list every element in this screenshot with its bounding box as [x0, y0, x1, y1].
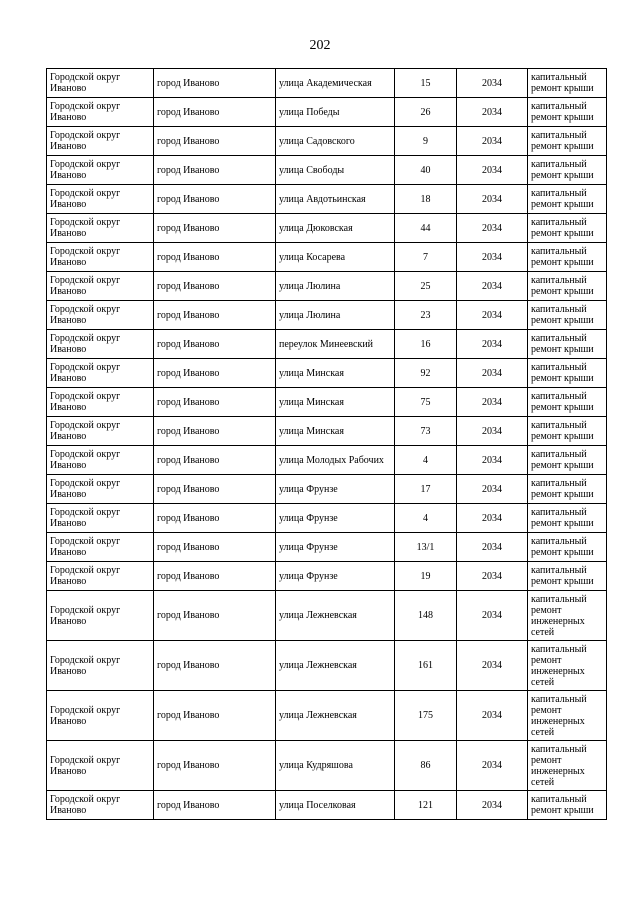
cell-street: улица Минская: [276, 417, 395, 446]
cell-street: улица Фрунзе: [276, 475, 395, 504]
cell-street: улица Минская: [276, 359, 395, 388]
cell-street: улица Косарева: [276, 243, 395, 272]
cell-street: улица Лежневская: [276, 591, 395, 641]
cell-city: город Иваново: [154, 504, 276, 533]
table-row: [47, 127, 607, 156]
cell-year: 2034: [457, 98, 528, 127]
cell-district: Городской округ Иваново: [47, 504, 154, 533]
cell-city: город Иваново: [154, 243, 276, 272]
cell-house-number: 73: [395, 417, 457, 446]
cell-year: 2034: [457, 741, 528, 791]
cell-city: город Иваново: [154, 417, 276, 446]
cell-city: город Иваново: [154, 475, 276, 504]
cell-work-type: капитальный ремонт крыши: [528, 504, 607, 533]
cell-work-type: капитальный ремонт инженерных сетей: [528, 691, 607, 741]
cell-city: город Иваново: [154, 359, 276, 388]
cell-city: город Иваново: [154, 214, 276, 243]
cell-house-number: 75: [395, 388, 457, 417]
table-row: [47, 446, 607, 475]
cell-district: Городской округ Иваново: [47, 446, 154, 475]
cell-house-number: 121: [395, 791, 457, 820]
cell-house-number: 9: [395, 127, 457, 156]
cell-house-number: 4: [395, 504, 457, 533]
cell-work-type: капитальный ремонт крыши: [528, 475, 607, 504]
cell-house-number: 15: [395, 69, 457, 98]
cell-work-type: капитальный ремонт крыши: [528, 301, 607, 330]
cell-street: улица Фрунзе: [276, 562, 395, 591]
cell-district: Городской округ Иваново: [47, 185, 154, 214]
cell-district: Городской округ Иваново: [47, 591, 154, 641]
cell-year: 2034: [457, 533, 528, 562]
cell-work-type: капитальный ремонт крыши: [528, 388, 607, 417]
cell-work-type: капитальный ремонт крыши: [528, 562, 607, 591]
cell-house-number: 23: [395, 301, 457, 330]
cell-work-type: капитальный ремонт крыши: [528, 791, 607, 820]
cell-house-number: 17: [395, 475, 457, 504]
cell-work-type: капитальный ремонт крыши: [528, 127, 607, 156]
cell-district: Городской округ Иваново: [47, 156, 154, 185]
cell-district: Городской округ Иваново: [47, 98, 154, 127]
table-row: [47, 243, 607, 272]
cell-house-number: 7: [395, 243, 457, 272]
cell-work-type: капитальный ремонт крыши: [528, 330, 607, 359]
cell-year: 2034: [457, 562, 528, 591]
cell-street: улица Люлина: [276, 301, 395, 330]
cell-work-type: капитальный ремонт крыши: [528, 417, 607, 446]
page-number: 202: [309, 38, 331, 53]
cell-district: Городской округ Иваново: [47, 741, 154, 791]
cell-district: Городской округ Иваново: [47, 691, 154, 741]
table-row: [47, 330, 607, 359]
cell-street: улица Садовского: [276, 127, 395, 156]
cell-year: 2034: [457, 69, 528, 98]
cell-work-type: капитальный ремонт крыши: [528, 214, 607, 243]
cell-city: город Иваново: [154, 446, 276, 475]
cell-city: город Иваново: [154, 69, 276, 98]
cell-year: 2034: [457, 359, 528, 388]
cell-work-type: капитальный ремонт крыши: [528, 69, 607, 98]
cell-district: Городской округ Иваново: [47, 127, 154, 156]
cell-year: 2034: [457, 301, 528, 330]
cell-city: город Иваново: [154, 641, 276, 691]
table-row: [47, 214, 607, 243]
table-row: [47, 185, 607, 214]
cell-work-type: капитальный ремонт крыши: [528, 359, 607, 388]
cell-street: улица Люлина: [276, 272, 395, 301]
cell-city: город Иваново: [154, 741, 276, 791]
cell-city: город Иваново: [154, 562, 276, 591]
cell-city: город Иваново: [154, 272, 276, 301]
cell-house-number: 25: [395, 272, 457, 301]
table-row: [47, 69, 607, 98]
table-row: [47, 388, 607, 417]
table-body: [47, 69, 607, 820]
cell-city: город Иваново: [154, 533, 276, 562]
table-row: [47, 533, 607, 562]
cell-street: улица Лежневская: [276, 641, 395, 691]
cell-street: улица Авдотьинская: [276, 185, 395, 214]
cell-district: Городской округ Иваново: [47, 359, 154, 388]
cell-district: Городской округ Иваново: [47, 475, 154, 504]
cell-city: город Иваново: [154, 330, 276, 359]
cell-house-number: 4: [395, 446, 457, 475]
cell-street: переулок Минеевский: [276, 330, 395, 359]
table-row: [47, 301, 607, 330]
cell-district: Городской округ Иваново: [47, 243, 154, 272]
cell-year: 2034: [457, 156, 528, 185]
cell-work-type: капитальный ремонт крыши: [528, 185, 607, 214]
cell-street: улица Поселковая: [276, 791, 395, 820]
cell-work-type: капитальный ремонт инженерных сетей: [528, 591, 607, 641]
cell-district: Городской округ Иваново: [47, 533, 154, 562]
cell-city: город Иваново: [154, 156, 276, 185]
cell-house-number: 44: [395, 214, 457, 243]
cell-city: город Иваново: [154, 791, 276, 820]
table-row: [47, 591, 607, 641]
cell-district: Городской округ Иваново: [47, 417, 154, 446]
table-row: [47, 475, 607, 504]
cell-district: Городской округ Иваново: [47, 301, 154, 330]
cell-work-type: капитальный ремонт инженерных сетей: [528, 641, 607, 691]
cell-house-number: 92: [395, 359, 457, 388]
cell-city: город Иваново: [154, 691, 276, 741]
cell-district: Городской округ Иваново: [47, 214, 154, 243]
cell-house-number: 148: [395, 591, 457, 641]
cell-year: 2034: [457, 791, 528, 820]
cell-street: улица Победы: [276, 98, 395, 127]
cell-year: 2034: [457, 591, 528, 641]
cell-street: улица Кудряшова: [276, 741, 395, 791]
cell-city: город Иваново: [154, 388, 276, 417]
table-row: [47, 691, 607, 741]
cell-street: улица Лежневская: [276, 691, 395, 741]
cell-city: город Иваново: [154, 127, 276, 156]
table-row: [47, 359, 607, 388]
cell-street: улица Молодых Рабочих: [276, 446, 395, 475]
cell-street: улица Дюковская: [276, 214, 395, 243]
cell-city: город Иваново: [154, 185, 276, 214]
table-row: [47, 641, 607, 691]
cell-year: 2034: [457, 185, 528, 214]
cell-district: Городской округ Иваново: [47, 69, 154, 98]
cell-year: 2034: [457, 330, 528, 359]
cell-work-type: капитальный ремонт крыши: [528, 156, 607, 185]
cell-city: город Иваново: [154, 301, 276, 330]
table-row: [47, 741, 607, 791]
cell-district: Городской округ Иваново: [47, 562, 154, 591]
cell-year: 2034: [457, 475, 528, 504]
cell-district: Городской округ Иваново: [47, 330, 154, 359]
cell-street: улица Фрунзе: [276, 504, 395, 533]
cell-house-number: 161: [395, 641, 457, 691]
cell-city: город Иваново: [154, 98, 276, 127]
cell-district: Городской округ Иваново: [47, 272, 154, 301]
cell-year: 2034: [457, 417, 528, 446]
table-row: [47, 156, 607, 185]
cell-house-number: 16: [395, 330, 457, 359]
cell-work-type: капитальный ремонт крыши: [528, 446, 607, 475]
cell-work-type: капитальный ремонт крыши: [528, 272, 607, 301]
cell-year: 2034: [457, 388, 528, 417]
cell-house-number: 19: [395, 562, 457, 591]
table-row: [47, 791, 607, 820]
cell-district: Городской округ Иваново: [47, 641, 154, 691]
cell-street: улица Академическая: [276, 69, 395, 98]
cell-district: Городской округ Иваново: [47, 388, 154, 417]
cell-year: 2034: [457, 272, 528, 301]
cell-work-type: капитальный ремонт крыши: [528, 533, 607, 562]
cell-house-number: 18: [395, 185, 457, 214]
table-row: [47, 272, 607, 301]
cell-year: 2034: [457, 243, 528, 272]
cell-house-number: 26: [395, 98, 457, 127]
cell-year: 2034: [457, 691, 528, 741]
cell-house-number: 40: [395, 156, 457, 185]
table-row: [47, 504, 607, 533]
cell-street: улица Свободы: [276, 156, 395, 185]
cell-house-number: 13/1: [395, 533, 457, 562]
cell-work-type: капитальный ремонт крыши: [528, 98, 607, 127]
table-row: [47, 562, 607, 591]
cell-city: город Иваново: [154, 591, 276, 641]
cell-district: Городской округ Иваново: [47, 791, 154, 820]
cell-year: 2034: [457, 504, 528, 533]
cell-year: 2034: [457, 214, 528, 243]
cell-year: 2034: [457, 446, 528, 475]
cell-house-number: 86: [395, 741, 457, 791]
cell-work-type: капитальный ремонт инженерных сетей: [528, 741, 607, 791]
cell-year: 2034: [457, 127, 528, 156]
table-row: [47, 417, 607, 446]
cell-street: улица Фрунзе: [276, 533, 395, 562]
table-row: [47, 98, 607, 127]
cell-street: улица Минская: [276, 388, 395, 417]
housing-repair-table: [46, 68, 607, 820]
cell-work-type: капитальный ремонт крыши: [528, 243, 607, 272]
cell-house-number: 175: [395, 691, 457, 741]
cell-year: 2034: [457, 641, 528, 691]
